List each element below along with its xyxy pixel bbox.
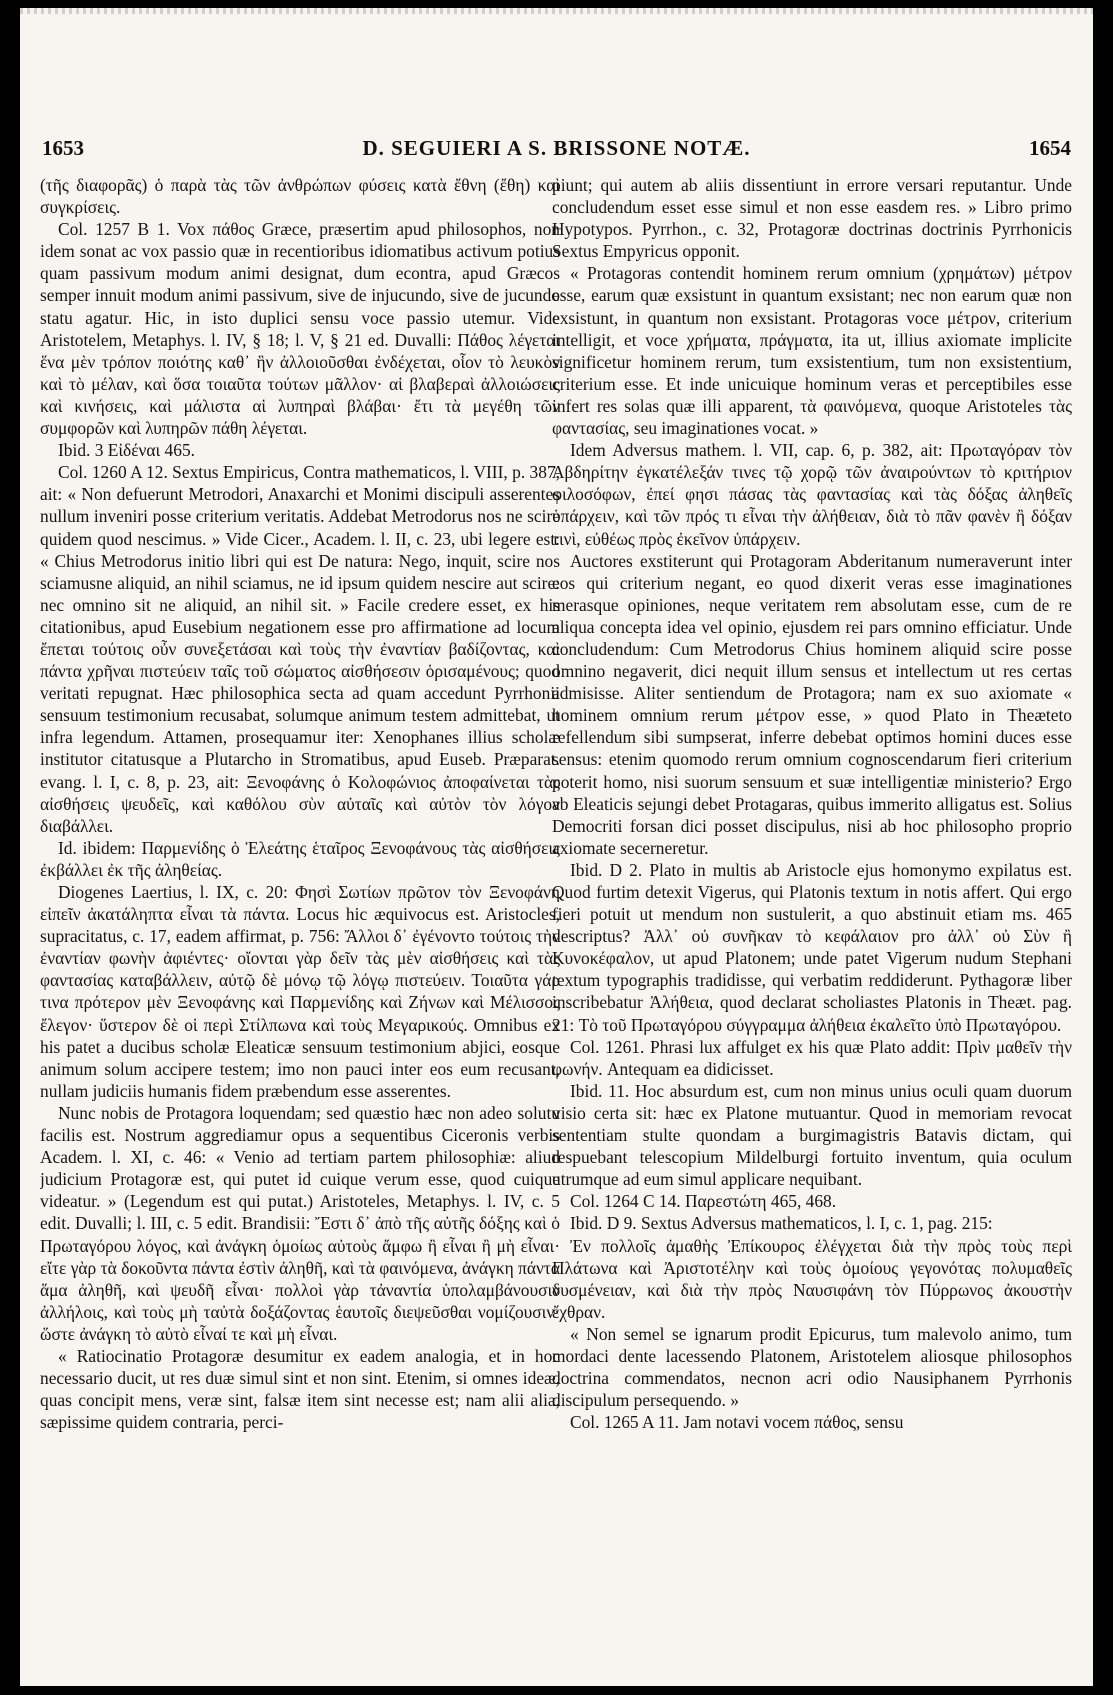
right-column (552, 174, 1072, 1674)
paragraph: Col. 1261. Phrasi lux affulget ex his quæ Plato addit: Πρὶν μαθεῖν τὴν φωνήν. Antequam ea didicisset. (552, 1036, 1072, 1079)
paragraph: Col. 1260 A 12. Sextus Empiricus, Contra mathematicos, l. VIII, p. 387, ait: « Non defuerunt Metrodori, Anaxarchi et Monimi discipuli asserentes nullum inveniri posse criterium veritatis. Addebat Metrodorus nos ne scire quidem quod nescimus. » Vide Cicer., Academ. l. II, c. 23, ubi legere est: « Chius Metrodorus initio libri qui est De natura: Nego, inquit, scire nos sciamusne aliquid, an nihil sciamus, ne id ipsum quidem nescire aut scire: nec omnino sit ne aliquid, an nihil sit. » Facile credere esset, ex his citationibus, apud Eusebium negationem esse pro affirmatione ad locum ἔπεται τούτοις οὖν συνεξετάσαι καὶ τοὺς τὴν ἐναντίαν βαδίζοντας, καὶ πάντα χρῆναι πιστεύειν ταῖς τοῦ σώματος αἰσθήσεσιν ὁρισαμένους; quod veritati repugnat. Hæc philosophica secta ad quam accedunt Pyrrhonii sensuum testimonium recusabat, solumque animum testem admittebat, ut infra legendum. Attamen, prosequamur iter: Xenophanes illius scholæ institutor citatusque a Plutarcho in Stromatibus, apud Euseb. Præparat. evang. l. I, c. 8, p. 23, ait: Ξενοφάνης ὁ Κολοφώνιος ἀποφαίνεται τὰς αἰσθήσεις ψευδεῖς, καὶ καθόλου σὺν αὐταῖς καὶ αὐτὸν τὸν λόγον διαβάλλει. (40, 462, 560, 836)
page-number-right: 1654 (1029, 136, 1071, 160)
paragraph: « Ratiocinatio Protagoræ desumitur ex eadem analogia, et in hoc necessario ducit, ut res duæ simul sint et non sint. Etenim, si omnes ideæ, quas concipit mens, veræ sint, falsæ item sint necesse est; nam alii alia, sæpissime quidem contraria, perci- (40, 1345, 560, 1433)
paragraph: Diogenes Laertius, l. IX, c. 20: Φησὶ Σωτίων πρῶτον τὸν Ξενοφάνη εἰπεῖν ἀκατάληπτα εἶναι τὰ πάντα. Locus hic æquivocus est. Aristocles, supracitatus, c. 17, eadem affirmat, p. 756: Ἄλλοι δ᾽ ἐγένοντο τούτοις τὴν ἐναντίαν φωνὴν ἀφιέντες· οἴονται γὰρ δεῖν τὰς μὲν αἰσθήσεις καὶ τὰς φαντασίας καταβάλλειν, αὐτῷ δὲ μόνῳ τῷ λόγῳ πιστεύειν. Τοιαῦτα γάρ τινα πρότερον μὲν Ξενοφάνης καὶ Παρμενίδης καὶ Ζήνων καὶ Μέλισσος ἔλεγον· ὕστερον δὲ οἱ περὶ Στίλπωνα καὶ τοὺς Μεγαρικούς. Omnibus ex his patet a ducibus scholæ Eleaticæ sensuum testimonium abjici, eosque animum solum accipere testem; imo non pauci inter eos eum recusant, nullam judiciis humanis fidem præbendum esse asserentes. (40, 882, 560, 1101)
paragraph: Id. ibidem: Παρμενίδης ὁ Ἐλεάτης ἑταῖρος Ξενοφάνους τὰς αἰσθήσεις ἐκβάλλει ἐκ τῆς ἀληθείας. (40, 837, 560, 880)
running-title: D. SEGUIERI A S. BRISSONE NOTÆ. (362, 136, 751, 160)
paragraph: Col. 1257 B 1. Vox πάθος Græce, præsertim apud philosophos, non idem sonat ac vox passio quæ in recentioribus idiomatibus activum potius quam passivum modum animi designat, dum econtra, apud Græcos semper innuit modum animi passivum, sive de injucundo, sive de jucundo statu agatur. Hic, in isto duplici sensu voce passio utemur. Vide Aristotelem, Metaphys. l. IV, § 18; l. V, § 21 ed. Duvalli: Πάθος λέγεται ἕνα μὲν τρόπον ποιότης καθ᾽ ἣν ἀλλοιοῦσθαι ἐνδέχεται, οἷον τὸ λευκὸν καὶ τὸ μέλαν, καὶ ὅσα τοιαῦτα τούτων μᾶλλον· αἱ βλαβεραὶ ἀλλοιώσεις καὶ κινήσεις, καὶ μάλιστα αἱ λυπηραὶ βλάβαι· ἔτι τὰ μεγέθη τῶν συμφορῶν καὶ λυπηρῶν πάθη λέγεται. (40, 219, 560, 439)
left-column (40, 174, 560, 1674)
paragraph: Nunc nobis de Protagora loquendam; sed quæstio hæc non adeo solutu facilis est. Nostrum aggrediamur opus a sequentibus Ciceronis verbis Academ. l. XI, c. 46: « Venio ad tertiam partem philosophiæ: aliud judicium Protagoræ est, qui putet id cuique verum esse, quod cuique videatur. » (Legendum est qui putat.) Aristoteles, Metaphys. l. IV, c. 5 edit. Duvalli; l. III, c. 5 edit. Brandisii: Ἔστι δ᾽ ἀπὸ τῆς αὐτῆς δόξης καὶ ὁ Πρωταγόρου λόγος, καὶ ἀνάγκη ὁμοίως αὐτοὺς ἄμφω ἢ εἶναι ἢ μὴ εἶναι· εἴτε γὰρ τὰ δοκοῦντα πάντα ἐστὶν ἀληθῆ, καὶ τὰ φαινόμενα, ἀνάγκη πάντα ἅμα ἀληθῆ, καὶ ψευδῆ εἶναι· πολλοὶ γὰρ τἀναντία ὑπολαμβάνουσιν ἀλλήλοις, καὶ τοὺς μὴ ταὐτὰ δοξάζοντας ἑαυτοῖς διεψεῦσθαι νομίζουσιν· ὥστε ἀνάγκη τὸ αὐτὸ εἶναί τε καὶ μὴ εἶναι. (40, 1102, 560, 1344)
paragraph: Idem Adversus mathem. l. VII, cap. 6, p. 382, ait: Πρωταγόραν τὸν Ἀβδηρίτην ἐγκατέλεξάν τινες τῷ χορῷ τῶν ἀναιρούντων τὸ κριτήριον φιλοσόφων, ἐπεί φησι πάσας τὰς φαντασίας καὶ τὰς δόξας ἀληθεῖς ὑπάρχειν, καὶ τῶν πρός τι εἶναι τὴν ἀλήθειαν, διὰ τὸ πᾶν φανὲν ἢ δόξαν τινὶ, εὐθέως πρὸς ἐκεῖνον ὑπάρχειν. (552, 440, 1072, 549)
paragraph: (τῆς διαφορᾶς) ὁ παρὰ τὰς τῶν ἀνθρώπων φύσεις κατὰ ἔθνη (ἔθη) καὶ συγκρίσεις. (40, 175, 560, 218)
paragraph: Ἐν πολλοῖς ἀμαθὴς Ἐπίκουρος ἐλέγχεται διὰ τὴν πρὸς τοὺς περὶ Πλάτωνα καὶ Ἀριστοτέλην καὶ τοὺς ὁμοίους γεγονότας πολυμαθεῖς δυσμένειαν, καὶ διὰ τὴν πρὸς Ναυσιφάνη τὸν Πύρρωνος ἀκουστὴν ἔχθραν. (552, 1235, 1072, 1322)
paragraph: Ibid. D 9. Sextus Adversus mathematicos, l. I, c. 1, pag. 215: (570, 1213, 993, 1234)
document-page (20, 8, 1093, 1686)
paragraph: « Non semel se ignarum prodit Epicurus, tum malevolo animo, tum mordaci dente lacessendo Platonem, Aristotelem aliosque philosophos doctrina commendatos, necnon acri odio Nausiphanem Pyrrhonis discipulum persequendo. » (552, 1323, 1072, 1411)
paragraph: Ibid. 3 Εἰδέναι 465. (58, 440, 195, 461)
page-number-left: 1653 (42, 136, 84, 160)
paragraph: Ibid. 11. Hoc absurdum est, cum non minus unius oculi quam duorum visio certa sit: hæc ex Platone mutuantur. Quod in memoriam revocat sententiam stulte quondam a burgimagistris Batavis dictam, qui respuebant telescopium Mildelburgi fortuito inventum, quia oculum utrumque ad eum simul applicare nequibant. (552, 1080, 1072, 1190)
paragraph: piunt; qui autem ab aliis dissentiunt in errore versari reputantur. Unde concludendum esset esse simul et non esse easdem res. » Libro primo Hypotypos. Pyrrhon., c. 32, Protagoræ doctrinas doctrinis Pyrrhonicis Sextus Empyricus opponit. (552, 175, 1072, 262)
running-header (20, 128, 1093, 168)
paragraph: « Protagoras contendit hominem rerum omnium (χρημάτων) μέτρον esse, earum quæ exsistunt in quantum exsistant; nec non earum quæ non exsistunt, in quantum non exsistant. Protagoras voce μέτρον, criterium intelligit, et voce χρήματα, πράγματα, ita ut, illius axiomate implicite significetur hominem rerum, tum exsistentium, tum non exsistentium, criterium esse. Et inde unicuique hominum veras et perceptibiles esse infert res solas quæ illi apparent, τὰ φαινόμενα, quoque Aristoteles τὰς φαντασίας, seu imaginationes vocat. » (552, 263, 1072, 439)
paragraph: Auctores exstiterunt qui Protagoram Abderitanum numeraverunt inter eos qui criterium negant, eo quod dixerit veras esse imaginationes merasque opiniones, neque veritatem rem absolutam esse, cum de re aliqua concepta idea vel opinio, ejusdem rei pars omnino efficiatur. Unde concludendum: Cum Metrodorus Chius hominem aliquid scire posse omnino negaverit, dici nequit illum sensus et intellectum ut res certas admisisse. Aliter sentiendum de Protagora; nam ex suo axiomate « hominem omnium rerum μέτρον esse, » quod Plato in Theæteto refellendum sibi sumpserat, inferre debebat optimos homini duces esse sensus: etenim quomodo rerum omnium cognoscendarum fieri criterium poterit homo, nisi suorum sensuum et suæ intelligentiæ ministerio? Ergo ab Eleaticis sejungi debet Protagaras, quibus immerito alligatus est. Solius Democriti forsan dici posset discipulus, nisi ab hoc philosopho proprio axiomate secerneretur. (552, 550, 1072, 858)
scan-edge (20, 8, 1093, 14)
paragraph: Col. 1264 C 14. Παρεστώτη 465, 468. (570, 1191, 837, 1212)
paragraph: Col. 1265 A 11. Jam notavi vocem πάθος, sensu (570, 1412, 904, 1433)
paragraph: Ibid. D 2. Plato in multis ab Aristocle ejus homonymo expilatus est. Quod furtim detexit Vigerus, qui Platonis textum in notis affert. Qui ergo fieri potuit ut mendum non sustulerit, a quo abstinuit etiam ms. 465 descriptus? Ἀλλ᾽ οὐ συνῆκαν τὸ κεφάλαιον pro ἀλλ᾽ οὐ Σὺν ἢ Κυνοκέφαλον, ut apud Platonem; unde patet Vigerum nudum Stephani textum typographis tradidisse, qui verbatim reddiderunt. Pythagoræ liber inscribebatur Ἀλήθεια, quod declarat scholiastes Platonis in Theæt. pag. 21: Τὸ τοῦ Πρωταγόρου σύγγραμμα ἀλήθεια ἐκαλεῖτο ὑπὸ Πρωταγόρου. (552, 859, 1072, 1035)
